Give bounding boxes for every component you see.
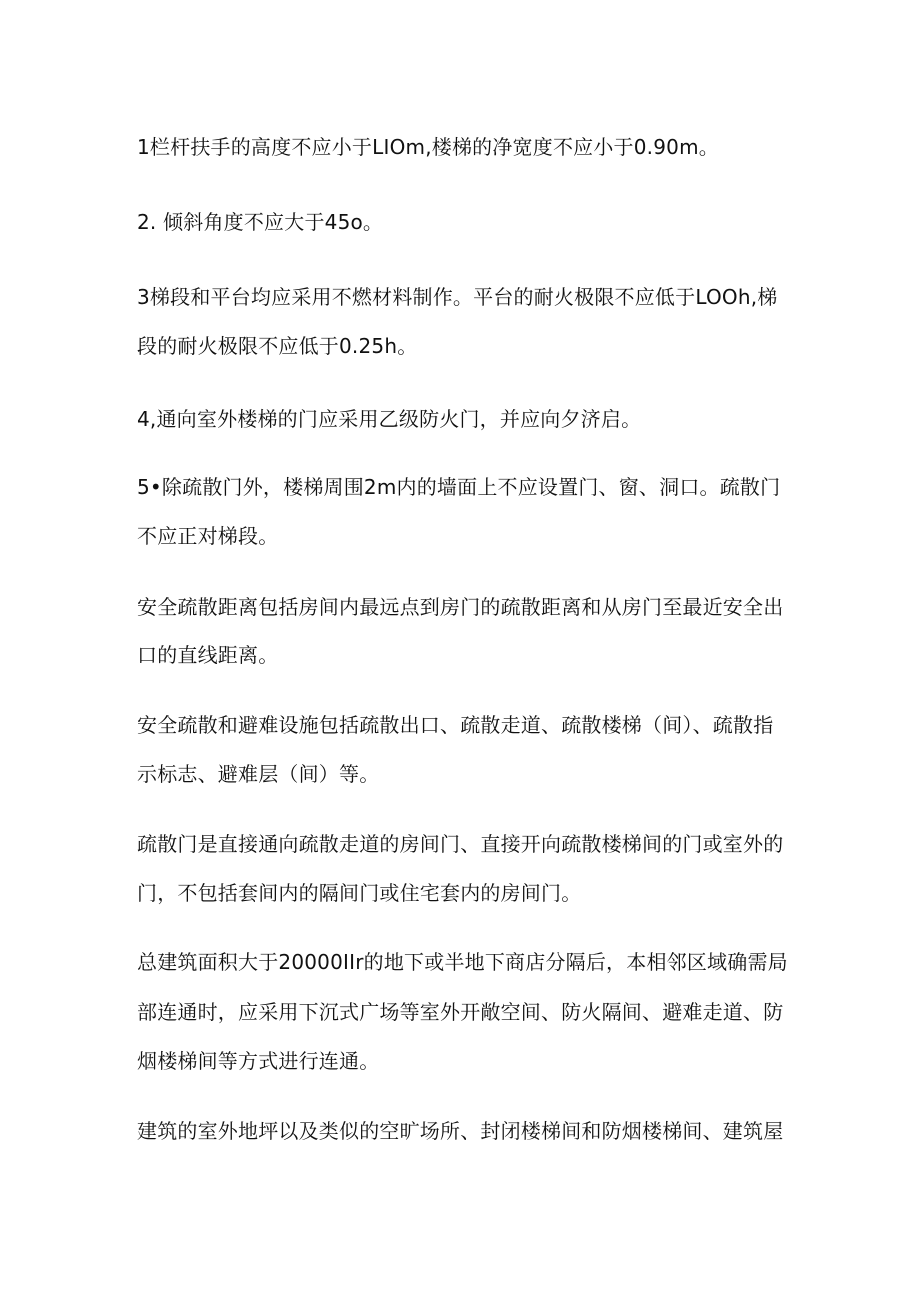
paragraph-1-line-1: 1栏杆扶手的高度不应小于LIOm,楼梯的净宽度不应小于0.90m。 [137,135,719,159]
paragraph-6-line-1: 安全疏散距离包括房间内最远点到房门的疏散距离和从房门至最近安全出 [137,595,784,619]
paragraph-3-line-1: 3梯段和平台均应采用不燃材料制作。平台的耐火极限不应低于LOOh,梯 [137,285,778,309]
paragraph-9-line-2: 部连通时，应采用下沉式广场等室外开敞空间、防火隔间、避难走道、防 [137,1000,784,1024]
paragraph-10-line-1: 建筑的室外地坪以及类似的空旷场所、封闭楼梯间和防烟楼梯间、建筑屋 [137,1119,784,1143]
paragraph-9-line-1: 总建筑面积大于20000IIr的地下或半地下商店分隔后，本相邻区域确需局 [137,950,788,974]
paragraph-6-line-2: 口的直线距离。 [137,643,279,667]
paragraph-3-line-2: 段的耐火极限不应低于0.25h。 [137,334,418,358]
paragraph-7-line-1: 安全疏散和避难设施包括疏散出口、疏散走道、疏散楼梯（间）、疏散指 [137,713,774,737]
paragraph-4-line-1: 4,通向室外楼梯的门应采用乙级防火门，并应向夕济启。 [137,407,642,431]
paragraph-8-line-2: 门，不包括套间内的隔间门或住宅套内的房间门。 [137,881,582,905]
paragraph-7-line-2: 示标志、避难层（间）等。 [137,762,380,786]
paragraph-5-line-2: 不应正对梯段。 [137,524,279,548]
paragraph-2-line-1: 2. 倾斜角度不应大于45o。 [137,210,384,234]
paragraph-5-line-1: 5•除疏散门外，楼梯周围2m内的墙面上不应设置门、窗、洞口。疏散门 [137,475,781,499]
paragraph-9-line-3: 烟楼梯间等方式进行连通。 [137,1049,380,1073]
paragraph-8-line-1: 疏散门是直接通向疏散走道的房间门、直接开向疏散楼梯间的门或室外的 [137,832,784,856]
